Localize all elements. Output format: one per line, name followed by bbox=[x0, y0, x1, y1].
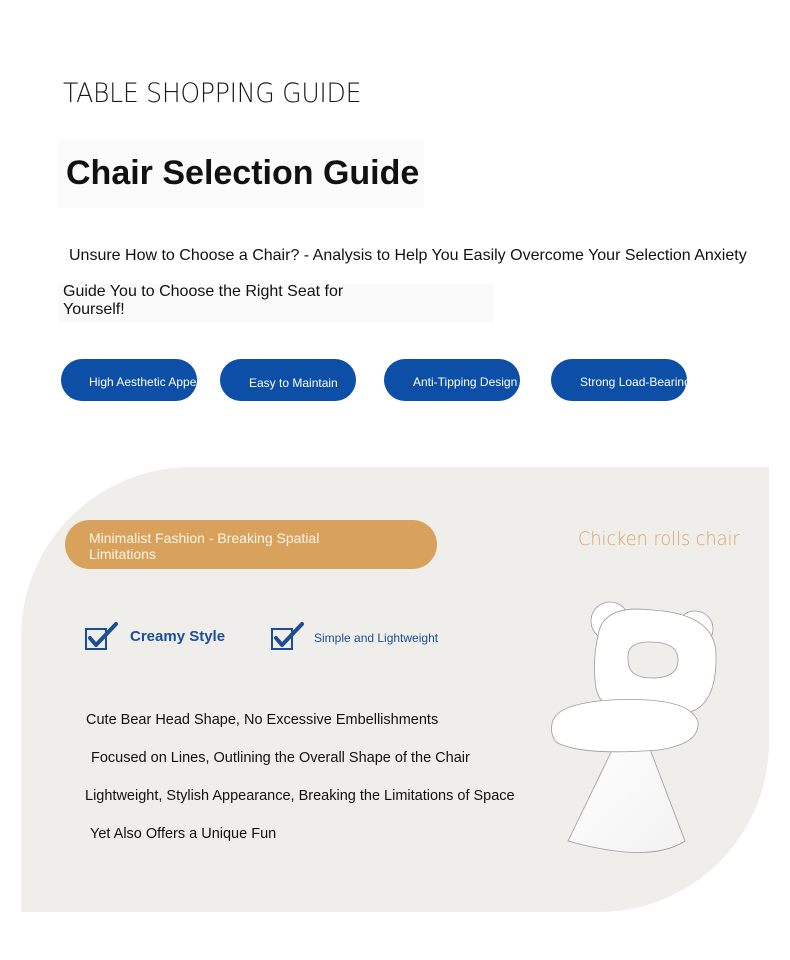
feature-simple-lightweight: Simple and Lightweight bbox=[314, 631, 439, 645]
guide-text: Guide You to Choose the Right Seat for Yourself! bbox=[63, 283, 344, 318]
pill-label-load-bearing: Strong Load-Bearing Capacity bbox=[580, 375, 741, 389]
pill-label-anti-tipping: Anti-Tipping Design bbox=[413, 375, 518, 389]
description-line: Focused on Lines, Outlining the Overall Shape of the Chair bbox=[91, 750, 470, 766]
description-line: Lightweight, Stylish Appearance, Breaking the Limitations of Space bbox=[85, 788, 515, 804]
checkbox-checked-icon bbox=[84, 621, 120, 651]
pill-label-easy-maintain: Easy to Maintain bbox=[249, 376, 338, 390]
page-title: Chair Selection Guide bbox=[66, 154, 420, 192]
eyebrow-heading: TABLE SHOPPING GUIDE bbox=[63, 78, 362, 109]
subtitle: Unsure How to Choose a Chair? - Analysis to Help You Easily Overcome Your Selection Anxiety bbox=[69, 247, 747, 264]
description-line: Cute Bear Head Shape, No Excessive Embellishments bbox=[86, 712, 439, 728]
section-banner-text: Minimalist Fashion - Breaking Spatial Limitations bbox=[89, 530, 320, 562]
pill-label-high-aesthetic: High Aesthetic Appeal bbox=[89, 375, 206, 389]
product-name: Chicken rolls chair bbox=[578, 528, 740, 550]
bear-chair-image bbox=[540, 596, 740, 866]
feature-creamy-style: Creamy Style bbox=[130, 628, 226, 645]
checkbox-checked-icon bbox=[270, 621, 306, 651]
description-line: Yet Also Offers a Unique Fun bbox=[90, 826, 277, 842]
